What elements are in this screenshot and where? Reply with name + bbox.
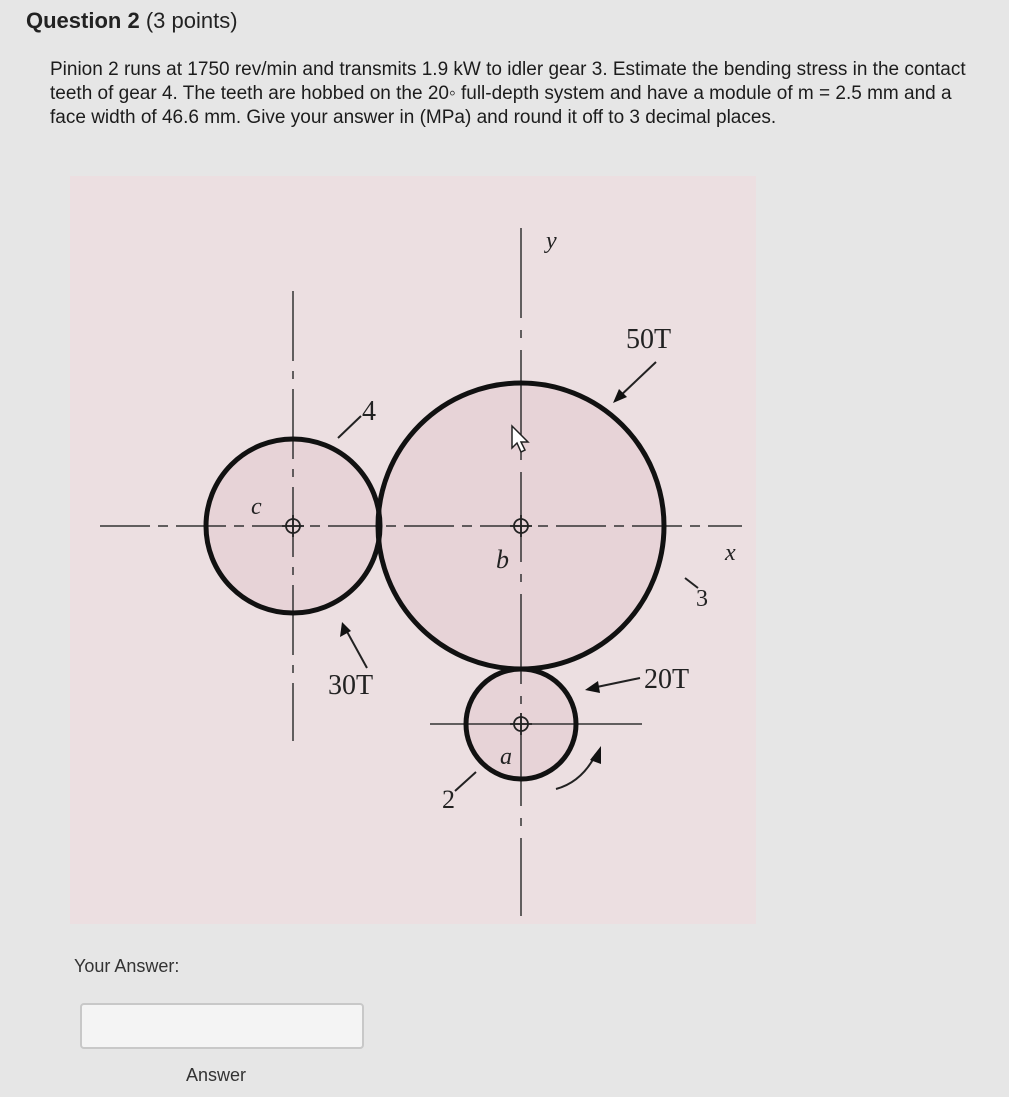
question-points: (3 points) xyxy=(145,8,238,33)
center-c-label: c xyxy=(251,494,262,520)
gear-2-teeth-label: 20T xyxy=(644,664,690,695)
y-axis-label: y xyxy=(546,228,557,254)
gear-4-teeth-label: 30T xyxy=(328,670,374,701)
gear-3-number-label: 3 xyxy=(696,586,708,612)
answer-input[interactable] xyxy=(80,1003,364,1049)
answer-caption: Answer xyxy=(186,1065,247,1085)
gear-train-diagram xyxy=(70,176,756,924)
question-title: Question 2 xyxy=(26,8,140,33)
answer-label: Your Answer: xyxy=(74,956,180,976)
question-text: Pinion 2 runs at 1750 rev/min and transmits 1.9 kW to idler gear 3. Estimate the bending stress in the contact teeth of gear 4. The teeth are hobbed on the 20◦ full-depth system and have a module of m = 2.5 mm and a face width of 46.6 mm. Give your answer in (MPa) and round it off to 3 decimal places. xyxy=(50,59,966,128)
gear-4-number-label: 4 xyxy=(362,396,376,427)
question-header xyxy=(26,8,238,34)
gear-2-number-label: 2 xyxy=(442,785,455,814)
gear-3-teeth-label: 50T xyxy=(626,324,672,355)
x-axis-label: x xyxy=(725,540,736,566)
center-b-label: b xyxy=(496,545,509,574)
center-a-label: a xyxy=(500,744,512,770)
